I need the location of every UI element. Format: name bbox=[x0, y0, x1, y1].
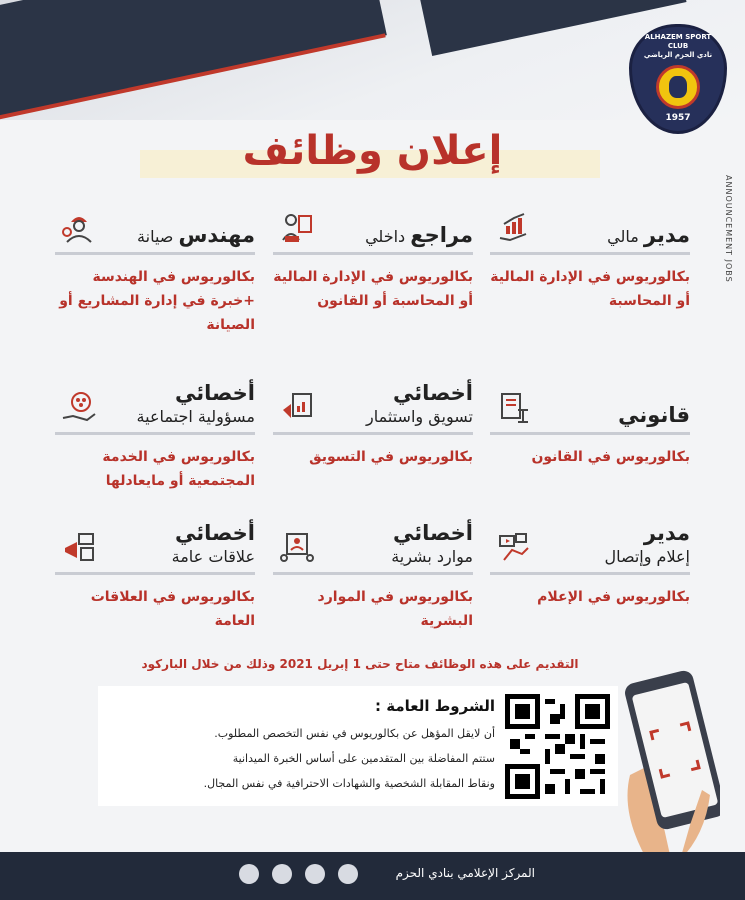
logo-year: 1957 bbox=[665, 113, 691, 123]
terms bbox=[110, 697, 495, 796]
sponsor-logo bbox=[239, 864, 259, 884]
job-requirement: بكالوريوس في الإدارة المالية أو المحاسبة أو القانون bbox=[273, 269, 473, 309]
job-requirement: بكالوريوس في القانون bbox=[531, 449, 690, 465]
community-hand-icon bbox=[61, 390, 97, 426]
job-header bbox=[490, 521, 690, 575]
job-subtitle: داخلي bbox=[365, 227, 406, 246]
job-requirement: بكالوريوس في التسويق bbox=[309, 449, 473, 465]
job-requirement: بكالوريوس في الموارد البشرية bbox=[317, 589, 473, 629]
job-header bbox=[490, 385, 690, 435]
job-header bbox=[55, 205, 255, 255]
phone-scan-icon bbox=[610, 665, 720, 875]
logo-emblem bbox=[656, 65, 700, 109]
qr-code[interactable] bbox=[505, 694, 610, 799]
job-title: قانوني bbox=[618, 403, 690, 427]
job-title: مراجع bbox=[410, 223, 473, 247]
hr-icon bbox=[279, 530, 315, 566]
job-header bbox=[273, 205, 473, 255]
job-title: أخصائي bbox=[174, 521, 255, 545]
job-header bbox=[273, 521, 473, 575]
footer-bar bbox=[0, 852, 745, 900]
job-card bbox=[490, 205, 690, 313]
pr-megaphone-icon bbox=[61, 530, 97, 566]
job-header bbox=[273, 381, 473, 435]
sponsor-logo bbox=[338, 864, 358, 884]
engineer-icon bbox=[61, 210, 97, 246]
job-title: أخصائي bbox=[392, 381, 473, 405]
job-requirement: بكالوريوس في الإدارة المالية أو المحاسبة bbox=[490, 269, 690, 309]
job-card bbox=[55, 521, 255, 633]
job-title: أخصائي bbox=[392, 521, 473, 545]
job-subtitle: موارد بشرية bbox=[391, 547, 473, 566]
job-card bbox=[273, 521, 473, 633]
job-title: مدير bbox=[643, 223, 690, 247]
terms-line: ستتم المفاضلة بين المتقدمين على أساس الخبرة الميدانية bbox=[232, 752, 495, 765]
job-subtitle: مسؤولية اجتماعية bbox=[136, 407, 255, 426]
terms-title: الشروط العامة : bbox=[375, 697, 495, 715]
footer-text: المركز الإعلامي بنادي الحزم bbox=[395, 866, 535, 880]
media-icon bbox=[496, 530, 532, 566]
job-card bbox=[55, 205, 255, 337]
job-card bbox=[490, 521, 690, 609]
job-title: مدير bbox=[643, 521, 690, 545]
job-title: أخصائي bbox=[174, 381, 255, 405]
marketing-icon bbox=[279, 390, 315, 426]
job-card bbox=[490, 385, 690, 469]
job-card bbox=[273, 381, 473, 469]
apply-note: التقديم على هذه الوظائف متاح حتى 1 إبريل 2021 وذلك من خلال الباركود bbox=[141, 657, 579, 671]
job-title: مهندس bbox=[178, 223, 255, 247]
job-subtitle: علاقات عامة bbox=[171, 547, 255, 566]
job-requirement: بكالوريوس في الخدمة المجتمعية أو مايعادلها bbox=[102, 449, 255, 489]
job-requirement: بكالوريوس في العلاقات العامة bbox=[90, 589, 255, 629]
terms-line: أن لايقل المؤهل عن بكالوريوس في نفس التخصص المطلوب. bbox=[214, 727, 495, 740]
job-subtitle: صيانة bbox=[137, 227, 174, 246]
job-requirement: بكالوريوس في الهندسة +خبرة في إدارة المشاريع أو الصيانة bbox=[59, 269, 255, 333]
sponsor-logo bbox=[272, 864, 292, 884]
page-title: إعلان وظائف bbox=[242, 128, 503, 174]
law-document-icon bbox=[496, 390, 532, 426]
job-header bbox=[55, 521, 255, 575]
job-subtitle: إعلام وإتصال bbox=[604, 547, 690, 566]
job-card bbox=[55, 381, 255, 493]
job-subtitle: مالي bbox=[607, 227, 639, 246]
job-header bbox=[490, 205, 690, 255]
terms-line: ونقاط المقابلة الشخصية والشهادات الاحترافية في نفس المجال. bbox=[203, 777, 495, 790]
job-subtitle: تسويق واستثمار bbox=[366, 407, 473, 426]
job-header bbox=[55, 381, 255, 435]
auditor-icon bbox=[279, 210, 315, 246]
logo-club-name: ALHAZEM SPORT CLUB نادي الحزم الرياضي bbox=[643, 33, 713, 59]
chart-hand-icon bbox=[496, 210, 532, 246]
sponsor-logo bbox=[305, 864, 325, 884]
side-label: ANNOUNCEMENT JOBS bbox=[724, 175, 733, 283]
job-requirement: بكالوريوس في الإعلام bbox=[537, 589, 690, 605]
job-card bbox=[273, 205, 473, 313]
